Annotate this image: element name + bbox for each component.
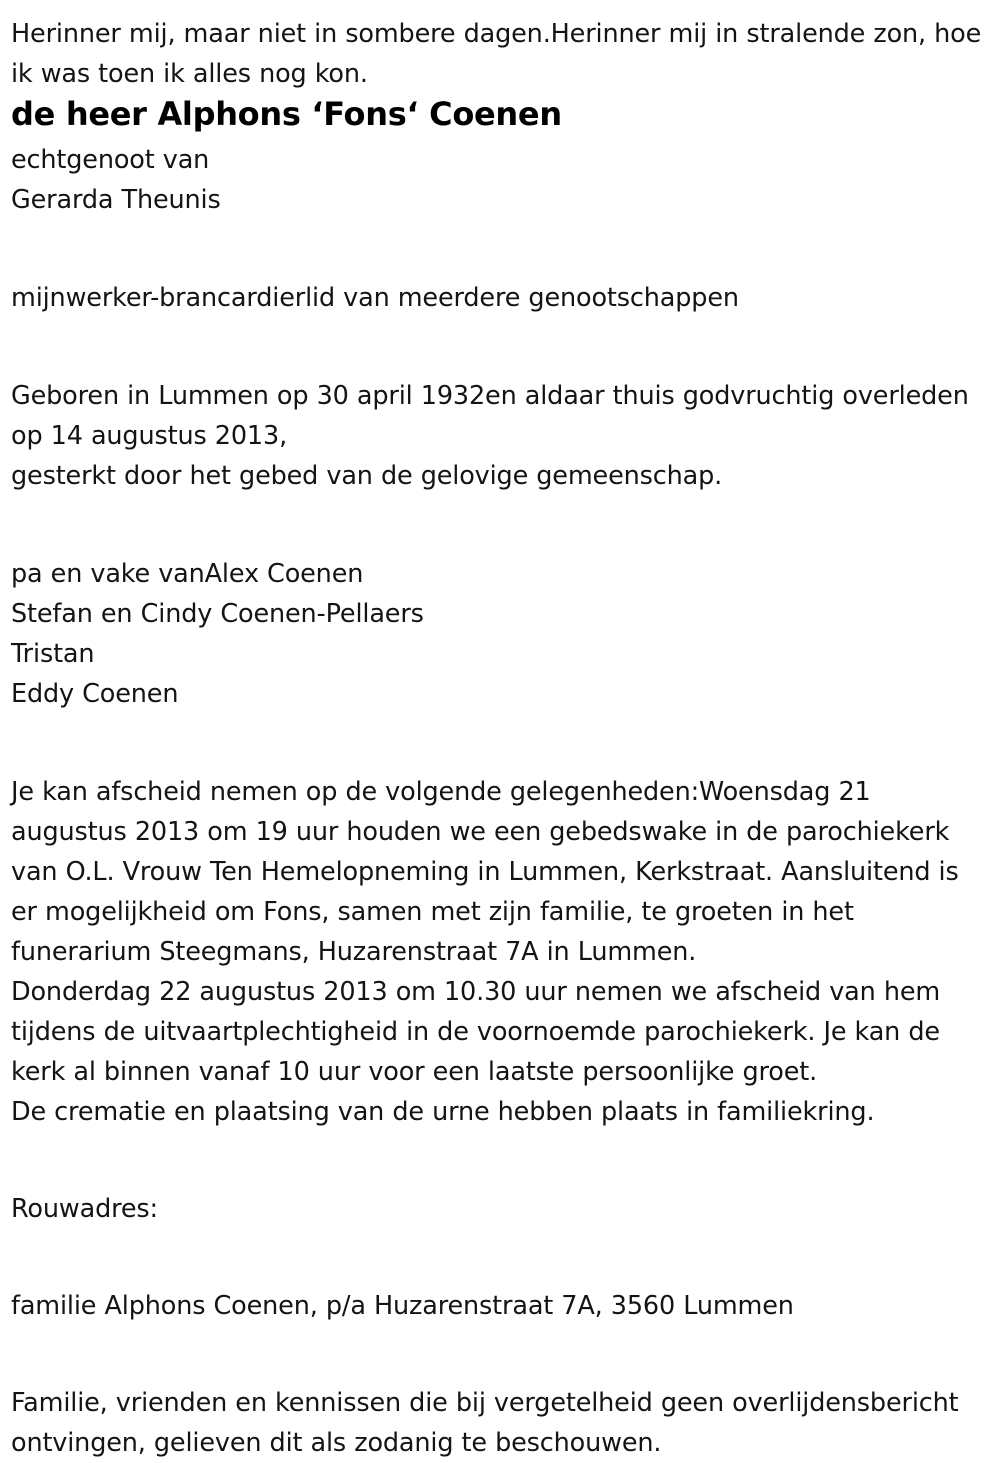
cremation-details: De crematie en plaatsing van de urne hebben plaats in familiekring.	[11, 1097, 875, 1127]
deceased-name: de heer Alphons ‘Fons‘ Coenen	[11, 95, 562, 133]
family-member-line: pa en vake vanAlex Coenen	[11, 559, 364, 589]
spouse-name: Gerarda Theunis	[11, 185, 221, 215]
family-members-list	[11, 554, 992, 714]
spouse-relation-label: echtgenoot van	[11, 145, 210, 175]
mourning-address-label: Rouwadres:	[11, 1194, 158, 1224]
funeral-service-details: Donderdag 22 augustus 2013 om 10.30 uur nemen we afscheid van hem tijdens de uitvaartplechtigheid in de voornoemde parochiekerk. Je kan de kerk al binnen vanaf 10 uur voor een laatste persoonlijke groet.	[11, 977, 941, 1087]
occupation-line: mijnwerker-brancardierlid van meerdere genootschappen	[11, 283, 739, 313]
general-notice: Familie, vrienden en kennissen die bij vergetelheid geen overlijdensbericht ontvingen, gelieven dit als zodanig te beschouwen.	[11, 1388, 959, 1458]
family-member-line: Stefan en Cindy Coenen-Pellaers	[11, 599, 424, 629]
wake-details: Je kan afscheid nemen op de volgende gelegenheden:Woensdag 21 augustus 2013 om 19 uur houden we een gebedswake in de parochiekerk van O.L. Vrouw Ten Hemelopneming in Lummen, Kerkstraat. Aansluitend is er mogelijkheid om Fons, samen met zijn familie, te groeten in het funerarium Steegmans, Huzarenstraat 7A in Lummen.	[11, 777, 959, 967]
memorial-quote: Herinner mij, maar niet in sombere dagen.Herinner mij in stralende zon, hoe ik was toen ik alles nog kon.	[11, 19, 982, 89]
blessing-line: gesterkt door het gebed van de gelovige gemeenschap.	[11, 461, 723, 491]
family-member-line: Tristan	[11, 639, 95, 669]
mourning-address-value: familie Alphons Coenen, p/a Huzarenstraat 7A, 3560 Lummen	[11, 1291, 794, 1321]
birth-death-details: Geboren in Lummen op 30 april 1932en aldaar thuis godvruchtig overleden op 14 augustus 2013,	[11, 381, 969, 451]
family-member-line: Eddy Coenen	[11, 679, 179, 709]
